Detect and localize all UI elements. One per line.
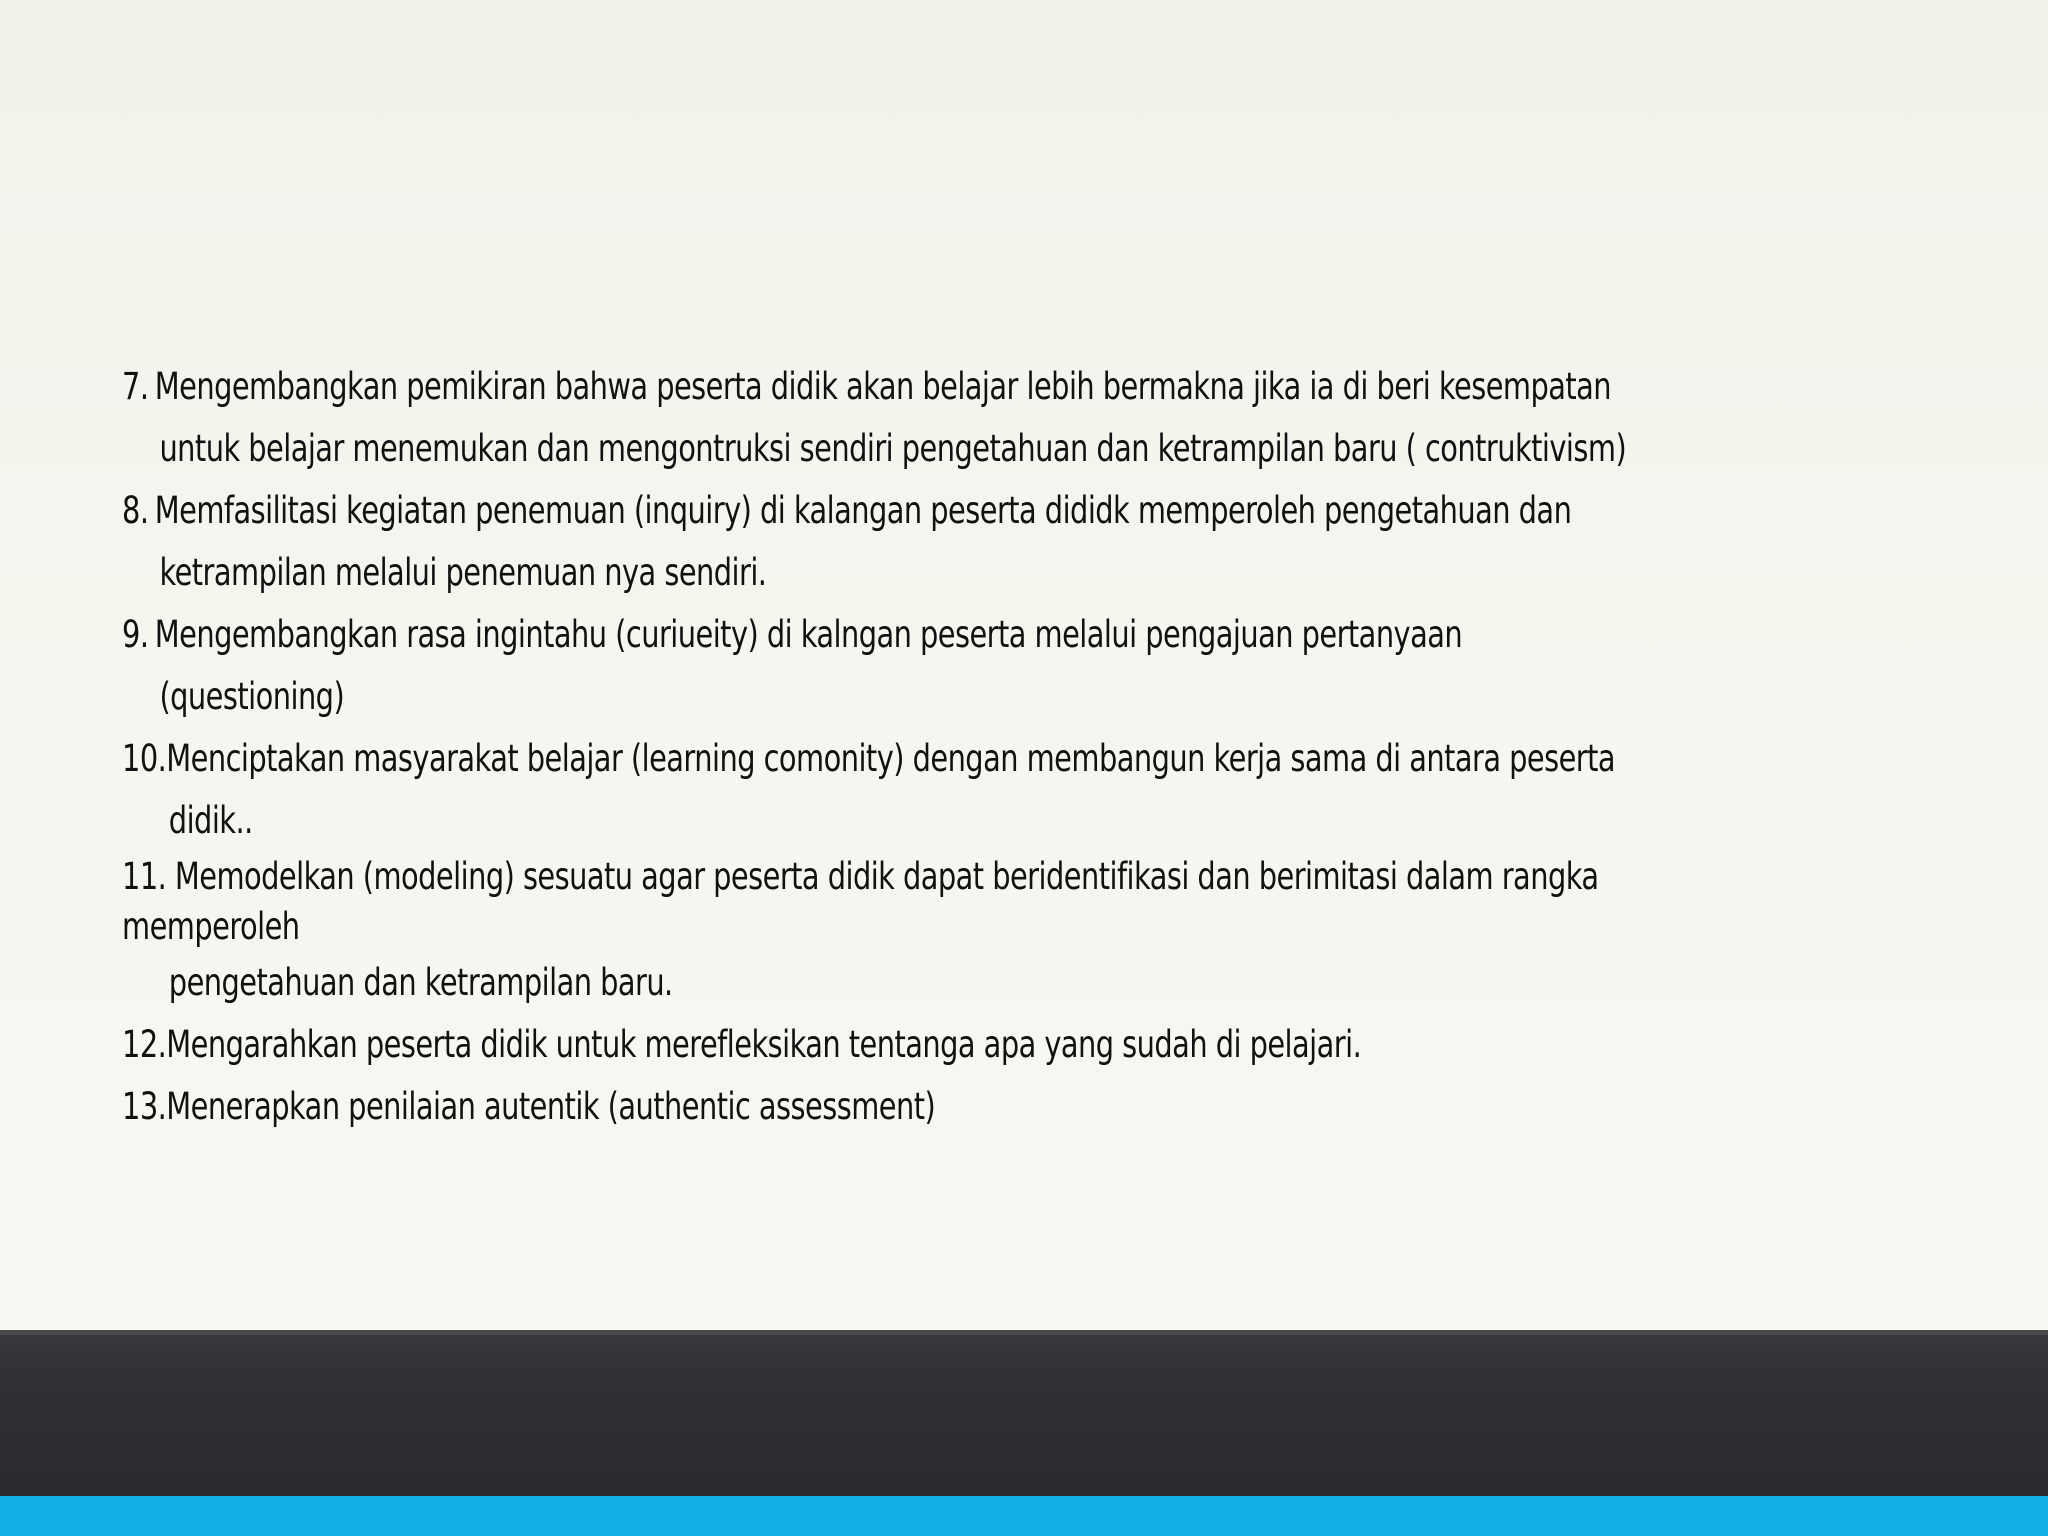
list-item-7-line-2: untuk belajar menemukan dan mengontruksi sendiri pengetahuan dan ketrampilan baru ( contruktivism)	[159, 427, 1627, 470]
list-item-11-line-3: pengetahuan dan ketrampilan baru.	[168, 961, 673, 1004]
footer-blue-strip	[0, 1496, 2048, 1536]
list-item-8	[122, 480, 1572, 604]
list-item-11-text-1: Memodelkan (modeling) sesuatu agar peserta didik dapat beridentifikasi dan berimitasi dalam rangka	[166, 855, 1599, 898]
list-item-9-line-2: (questioning)	[159, 675, 345, 718]
list-item-10-text-1: Menciptakan masyarakat belajar (learning comonity) dengan membangun kerja sama di antara peserta	[166, 737, 1616, 780]
list-item-7-text-1: Mengembangkan pemikiran bahwa peserta didik akan belajar lebih bermakna jika ia di beri kesempatan	[154, 365, 1612, 408]
list-item-10-number: 10.	[122, 737, 167, 780]
list-item-12-number: 12.	[122, 1023, 167, 1066]
list-item-10-line-2: didik..	[168, 799, 253, 842]
list-item-13-number: 13.	[122, 1085, 167, 1128]
list-item-11	[122, 852, 1599, 1014]
list-item-13-text-1: Menerapkan penilaian autentik (authentic assessment)	[166, 1085, 936, 1128]
list-item-10	[122, 728, 1616, 852]
list-item-7	[122, 356, 1627, 480]
list-item-8-number: 8.	[122, 489, 149, 532]
list-item-11-line-1	[122, 852, 1599, 902]
list-item-11-number: 11.	[122, 855, 167, 898]
list-item-10-line-1	[122, 728, 1616, 790]
list-item-13-line-1	[122, 1076, 1495, 1138]
list-item-9-number: 9.	[122, 613, 149, 656]
list-item-12-line-1	[122, 1014, 1495, 1076]
list-item-11-line-2: memperoleh	[122, 905, 300, 948]
list-item-7-number: 7.	[122, 365, 149, 408]
list-item-8-line-2: ketrampilan melalui penemuan nya sendiri.	[159, 551, 767, 594]
footer-dark-band	[0, 1330, 2048, 1496]
list-item-12-text-1: Mengarahkan peserta didik untuk merefleksikan tentanga apa yang sudah di pelajari.	[166, 1023, 1362, 1066]
list-item-9-text-1: Mengembangkan rasa ingintahu (curiueity) di kalngan peserta melalui pengajuan pertanyaan	[154, 613, 1463, 656]
list-item-9	[122, 604, 1495, 728]
list-item-12	[122, 1014, 1495, 1076]
list-item-7-line-1	[122, 356, 1612, 418]
list-item-8-text-1: Memfasilitasi kegiatan penemuan (inquiry) di kalangan peserta dididk memperoleh pengetahuan dan	[154, 489, 1572, 532]
list-item-8-line-1	[122, 480, 1572, 542]
slide-text-content	[122, 356, 1627, 1138]
list-item-13	[122, 1076, 1495, 1138]
list-item-9-line-1	[122, 604, 1495, 666]
